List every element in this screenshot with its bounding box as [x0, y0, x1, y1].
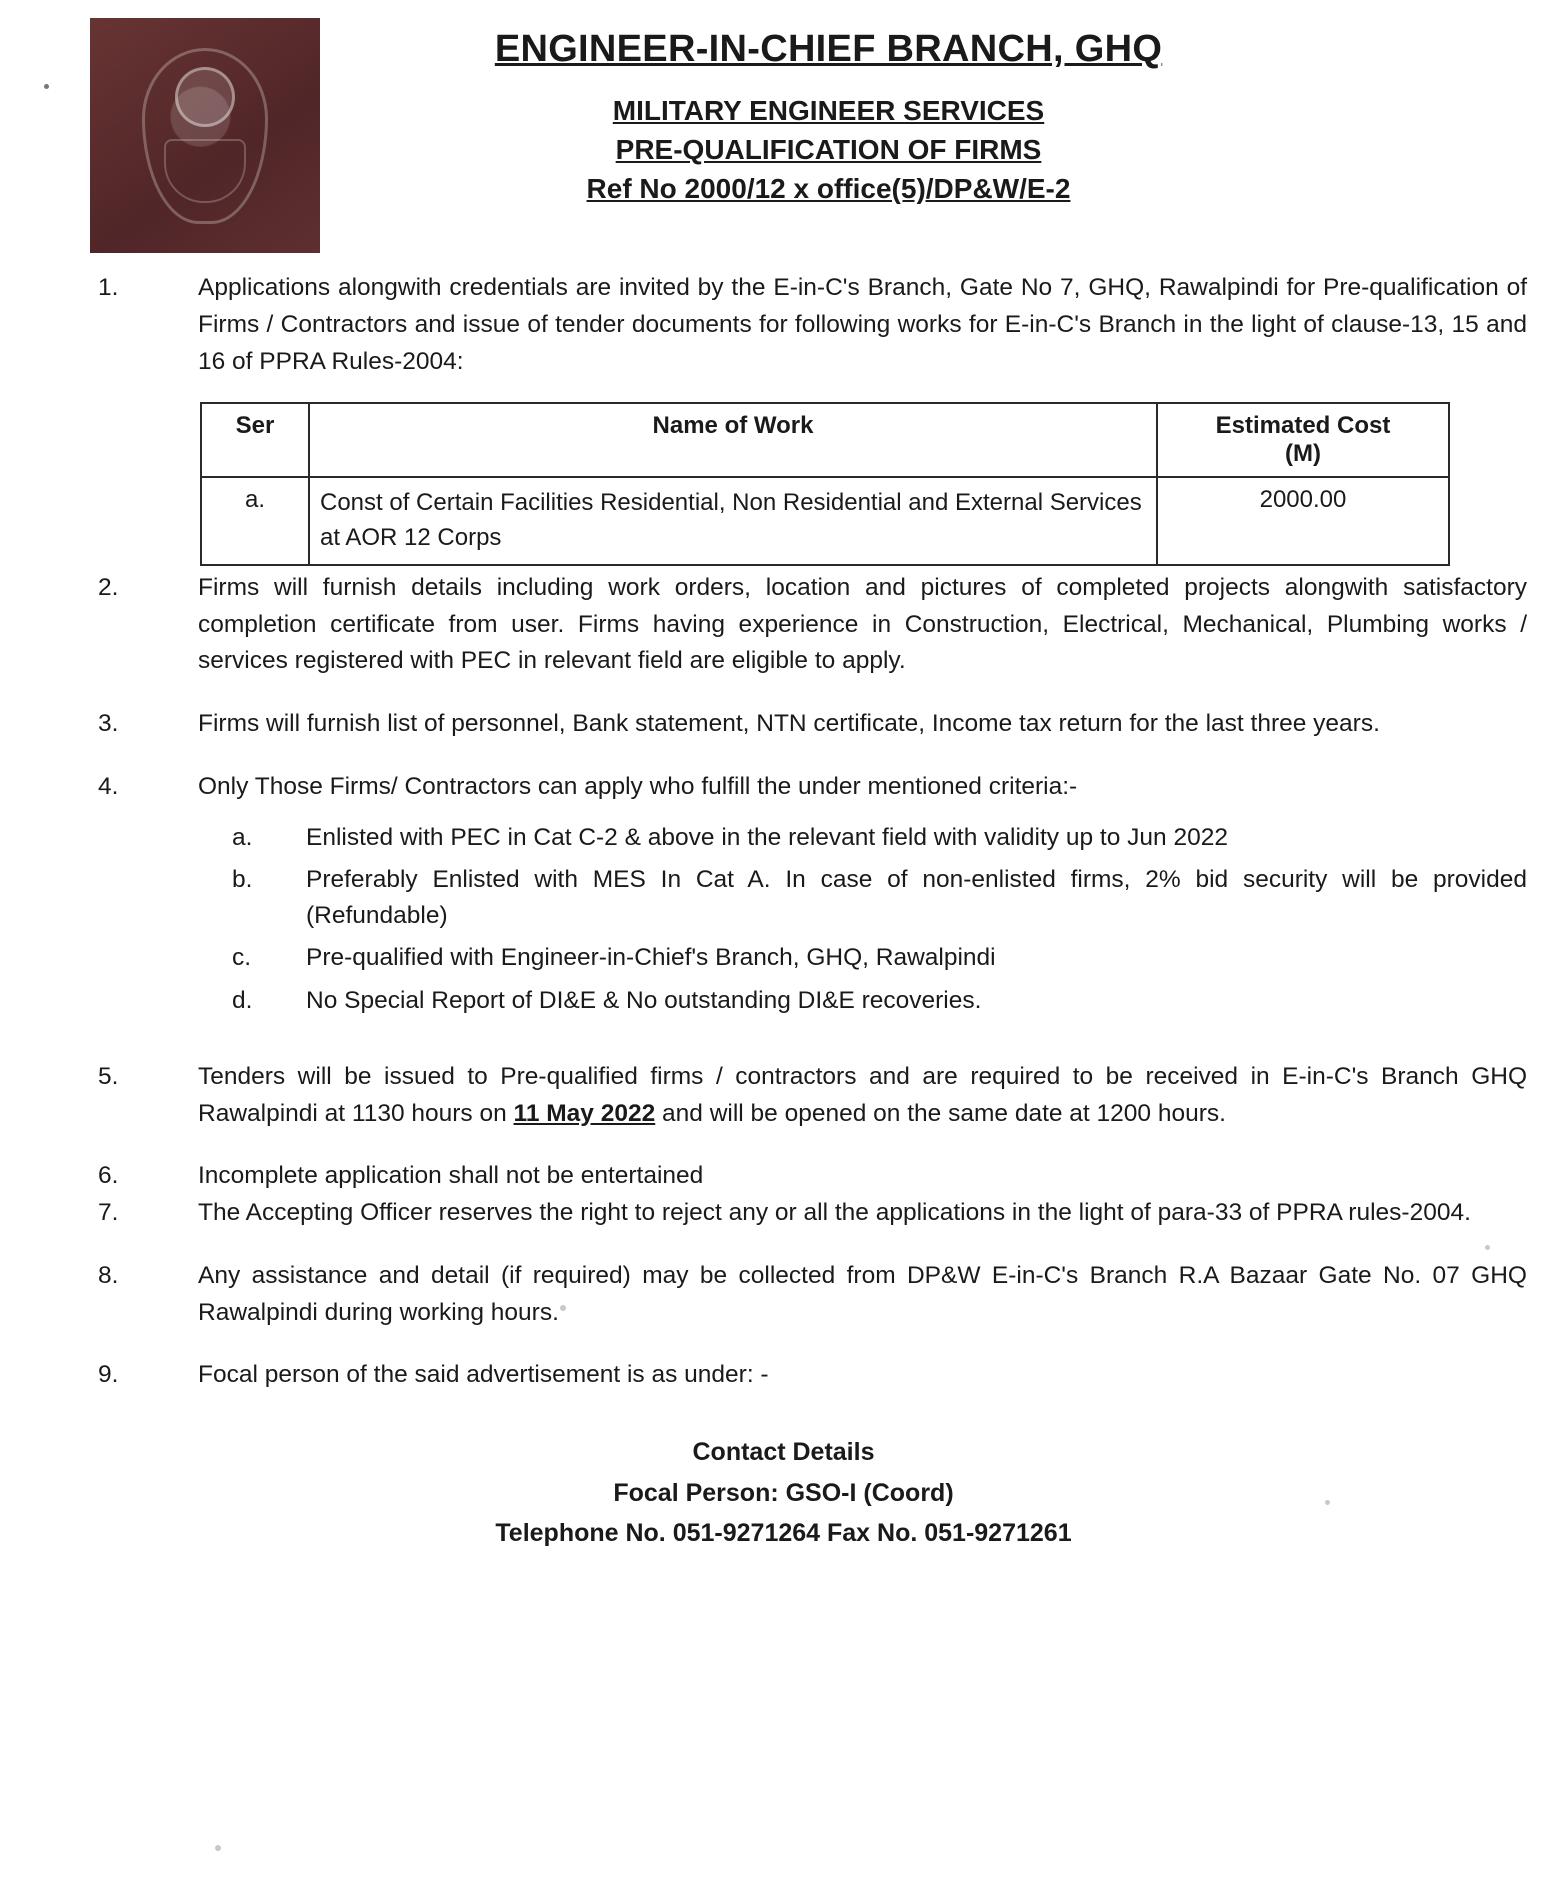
subtitle-line-1: MILITARY ENGINEER SERVICES: [612, 95, 1045, 126]
document-header: [0, 0, 1567, 254]
scan-speck: [44, 84, 49, 89]
table-cell-name-of-work: Const of Certain Facilities Residential, Non Residential and External Services at AOR 12 Corps: [309, 477, 1157, 565]
subtitle-line-3: Ref No 2000/12 x office(5)/DP&W/E-2: [586, 172, 1071, 204]
paragraph-5: [98, 1059, 1527, 1133]
paragraph-6-number: 6.: [98, 1162, 119, 1190]
table-header-name-of-work: Name of Work: [309, 403, 1157, 477]
table-cell-cost: 2000.00: [1157, 477, 1449, 565]
military-crest-icon: [90, 18, 320, 253]
paragraph-8: [98, 1258, 1527, 1332]
paragraph-8-text: Any assistance and detail (if required) may be collected from DP&W E-in-C's Branch R.A Bazaar Gate No. 07 GHQ Rawalpindi during working hours.: [198, 1261, 1527, 1326]
criteria-item-c: [232, 940, 1527, 976]
table-row: [201, 477, 1449, 565]
table-header-estimated-cost: [1157, 403, 1449, 477]
paragraph-6: [98, 1158, 1527, 1195]
paragraph-2: [98, 570, 1527, 680]
criteria-item-b-label: b.: [232, 865, 253, 893]
paragraph-3: [98, 706, 1527, 743]
contact-details: [0, 1434, 1567, 1553]
works-table: [200, 402, 1450, 566]
paragraph-9: [98, 1357, 1527, 1394]
paragraph-2-text: Firms will furnish details including work orders, location and pictures of completed projects alongwith satisfactory completion certificate from user. Firms having experience in Construction, Electrical, Mechanical, Plumbing works / services registered with PEC in relevant field are eligible to apply.: [198, 573, 1527, 675]
paragraph-4-number: 4.: [98, 772, 119, 800]
table-cell-ser: a.: [201, 477, 309, 565]
paragraph-9-text: Focal person of the said advertisement is as under: -: [198, 1361, 769, 1389]
paragraph-1: [98, 270, 1527, 380]
paragraph-6-text: Incomplete application shall not be entertained: [198, 1162, 704, 1190]
criteria-item-a: [232, 820, 1527, 856]
criteria-list: [232, 820, 1527, 1019]
criteria-item-a-label: a.: [232, 823, 253, 851]
subtitle-line-2: PRE-QUALIFICATION OF FIRMS: [615, 133, 1042, 165]
criteria-item-d-label: d.: [232, 986, 253, 1014]
scan-speck: [560, 1305, 566, 1311]
criteria-item-b: [232, 862, 1527, 935]
crest-emblem-shape: [142, 48, 268, 224]
contact-focal-person: Focal Person: GSO-I (Coord): [613, 1478, 954, 1507]
criteria-item-a-text: Enlisted with PEC in Cat C-2 & above in the relevant field with validity up to Jun 2022: [306, 823, 1228, 851]
criteria-item-c-label: c.: [232, 944, 252, 972]
table-header-cost-line2: (M): [1285, 440, 1321, 468]
criteria-item-d: [232, 983, 1527, 1019]
table-header-cost-line1: Estimated Cost: [1215, 412, 1391, 440]
scan-speck: [1485, 1245, 1490, 1250]
paragraph-3-text: Firms will furnish list of personnel, Bank statement, NTN certificate, Income tax return for the last three years.: [198, 710, 1380, 738]
criteria-item-b-text: Preferably Enlisted with MES In Cat A. In case of non-enlisted firms, 2% bid security will be provided (Refundable): [306, 865, 1527, 930]
paragraph-7: [98, 1195, 1527, 1232]
scan-speck: [1325, 1500, 1330, 1505]
page-title: ENGINEER-IN-CHIEF BRANCH, GHQ: [494, 28, 1163, 70]
tender-date: 11 May 2022: [513, 1099, 656, 1127]
paragraph-1-number: 1.: [98, 274, 119, 301]
paragraph-9-number: 9.: [98, 1361, 119, 1389]
paragraph-7-number: 7.: [98, 1199, 119, 1227]
criteria-item-d-text: No Special Report of DI&E & No outstanding DI&E recoveries.: [306, 986, 982, 1014]
paragraph-5-text-before: Tenders will be issued to Pre-qualified firms / contractors and are required to be received in E-in-C's Branch GHQ Rawalpindi at 1130 hours on: [198, 1062, 1527, 1127]
criteria-item-c-text: Pre-qualified with Engineer-in-Chief's Branch, GHQ, Rawalpindi: [306, 944, 996, 972]
paragraph-4: [98, 769, 1527, 806]
paragraph-4-text: Only Those Firms/ Contractors can apply who fulfill the under mentioned criteria:-: [198, 772, 1078, 800]
paragraph-5-text-after: and will be opened on the same date at 1200 hours.: [662, 1099, 1226, 1127]
paragraph-2-number: 2.: [98, 573, 119, 601]
scan-speck: [215, 1845, 221, 1851]
paragraph-1-text: Applications alongwith credentials are invited by the E-in-C's Branch, Gate No 7, GHQ, Rawalpindi for Pre-qualification of Firms / Contractors and issue of tender documents for following works for E-in-C's Branch in the light of clause-13, 15 and 16 of PPRA Rules-2004:: [198, 274, 1527, 375]
table-header-ser: Ser: [201, 403, 309, 477]
table-header-row: [201, 403, 1449, 477]
contact-telephone: Telephone No. 051-9271264 Fax No. 051-9271261: [495, 1519, 1072, 1548]
paragraph-8-number: 8.: [98, 1261, 119, 1289]
paragraph-7-text: The Accepting Officer reserves the right to reject any or all the applications in the light of para-33 of PPRA rules-2004.: [198, 1199, 1471, 1227]
paragraph-3-number: 3.: [98, 710, 119, 738]
contact-heading: Contact Details: [692, 1438, 875, 1467]
paragraph-5-number: 5.: [98, 1062, 119, 1090]
paragraph-5-text: [112, 1059, 1527, 1133]
